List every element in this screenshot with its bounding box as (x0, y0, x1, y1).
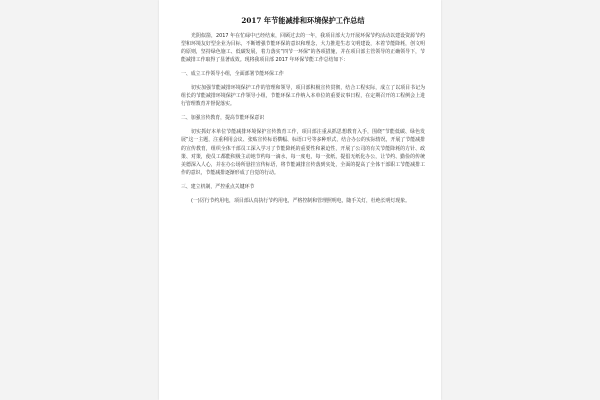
section-1-paragraph: 切实加强节能减排环境保护工作的管理和领导，项目部积极宣传贯彻，结合工程实际，成立了以项目书记为组长的节能减排环境保护工作领导小组，节能环保工作纳入本单位的重要议事日程，在定期召开的工程例会上进行管理教育并督促落实。 (181, 85, 425, 108)
intro-paragraph: 光阴似箭，2017 年在忙碌中已经结束，回顾过去的一年，我项目部大力开展环保节约活动以建设资源节约型和环境友好型企业为目标，不断增强节能环保的意识和理念，大力推进生态文明建设，本着节能降耗，创文明的原则，坚持绿色施工、低碳发展，着力落实“四节一环保”的各项措施，并在项目部主管领导的正确领导下，节能减排工作取得了显著成效。现将我项目部 2017 年环保节能工作总结如下： (181, 33, 425, 64)
document-body (181, 12, 425, 205)
section-heading-2: 二、加强宣传教育，提高节能环保意识 (181, 115, 265, 122)
section-heading-3: 三、建立机制，严控重点关键环节 (181, 183, 255, 190)
section-2-paragraph: 切实抓好本单位节能减排环境保护宣传教育工作，项目部注重从抓思想教育入手，围绕“节能低碳、绿色发展”这一主题，注重利用会议、张贴宣传标语横幅、标语口号等多种形式，结合办公的实际情况，开展了节能减排的宣传教育，组织全体干部员工深入学习了节能降耗的重要性和紧迫性，开展了公司的有关节能降耗的方针、政策、对策，使员工都能积极主动地节约每一滴水，每一度电，每一张纸，提倡无纸化办公，让节约、勤俭的传统美德深入人心，并在办公场所悬挂宣传标语，将节能减排宣传落到实处，全面的提高了全体干部职工节能减排工作的意识，节能减排逐渐形成了自觉的行动。 (181, 129, 425, 176)
document-page (159, 0, 441, 400)
document-title: 2017 年节能减排和环境保护工作总结 (241, 16, 365, 25)
section-heading-1: 一、成立工作领导小组，全面部署节能环保工作 (181, 71, 284, 78)
section-3-paragraph: (一)厉行节约用电，项目部认真执行节约用电，严格控制和管理照明电，随手关灯，杜绝长明灯现象。 (191, 197, 411, 204)
